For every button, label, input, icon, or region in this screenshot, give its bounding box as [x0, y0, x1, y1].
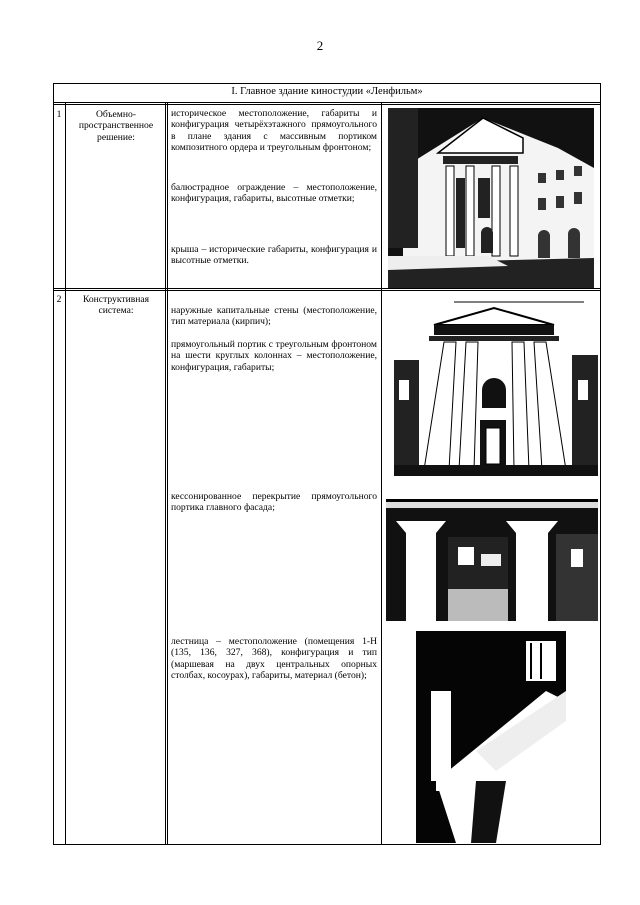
feature-item: наружные капитальные стены (местоположение, тип материала (кирпич); [171, 305, 377, 328]
staircase-photo [416, 631, 566, 843]
feature-item: лестница – местоположение (помещения 1-Н (135, 136, 327, 368), конфигурация и тип (маршевая на двух центральных опорных столбах, косоурах), габариты, материал (бетон); [171, 636, 377, 682]
feature-category: Объемно-пространственное решение: [78, 109, 154, 143]
page-number: 2 [316, 38, 324, 53]
feature-item: кессонированное перекрытие прямоугольного портика главного фасада; [171, 491, 377, 514]
row-number: 1 [56, 109, 62, 120]
feature-item: прямоугольный портик с треугольным фронтоном на шести круглых колоннах – местоположение, конфигурация, габариты; [171, 339, 377, 373]
feature-item: балюстрадное ограждение – местоположение, конфигурация, габариты, высотные отметки; [171, 182, 377, 205]
main-building-facade-photo [388, 108, 594, 288]
feature-item: историческое местоположение, габариты и конфигурация четырёхэтажного прямоугольного в плане здания с массивным портиком композитного ордера и треугольным фронтоном; [171, 108, 377, 154]
feature-item: крыша – исторические габариты, конфигурация и высотные отметки. [171, 244, 377, 267]
portico-photo [394, 300, 598, 476]
coffered-ceiling-photo [386, 489, 598, 621]
row-number: 2 [56, 294, 62, 305]
feature-category: Конструктивная система: [82, 294, 150, 317]
protected-features-table [53, 83, 601, 845]
section-title: I. Главное здание киностудии «Ленфильм» [231, 86, 423, 97]
